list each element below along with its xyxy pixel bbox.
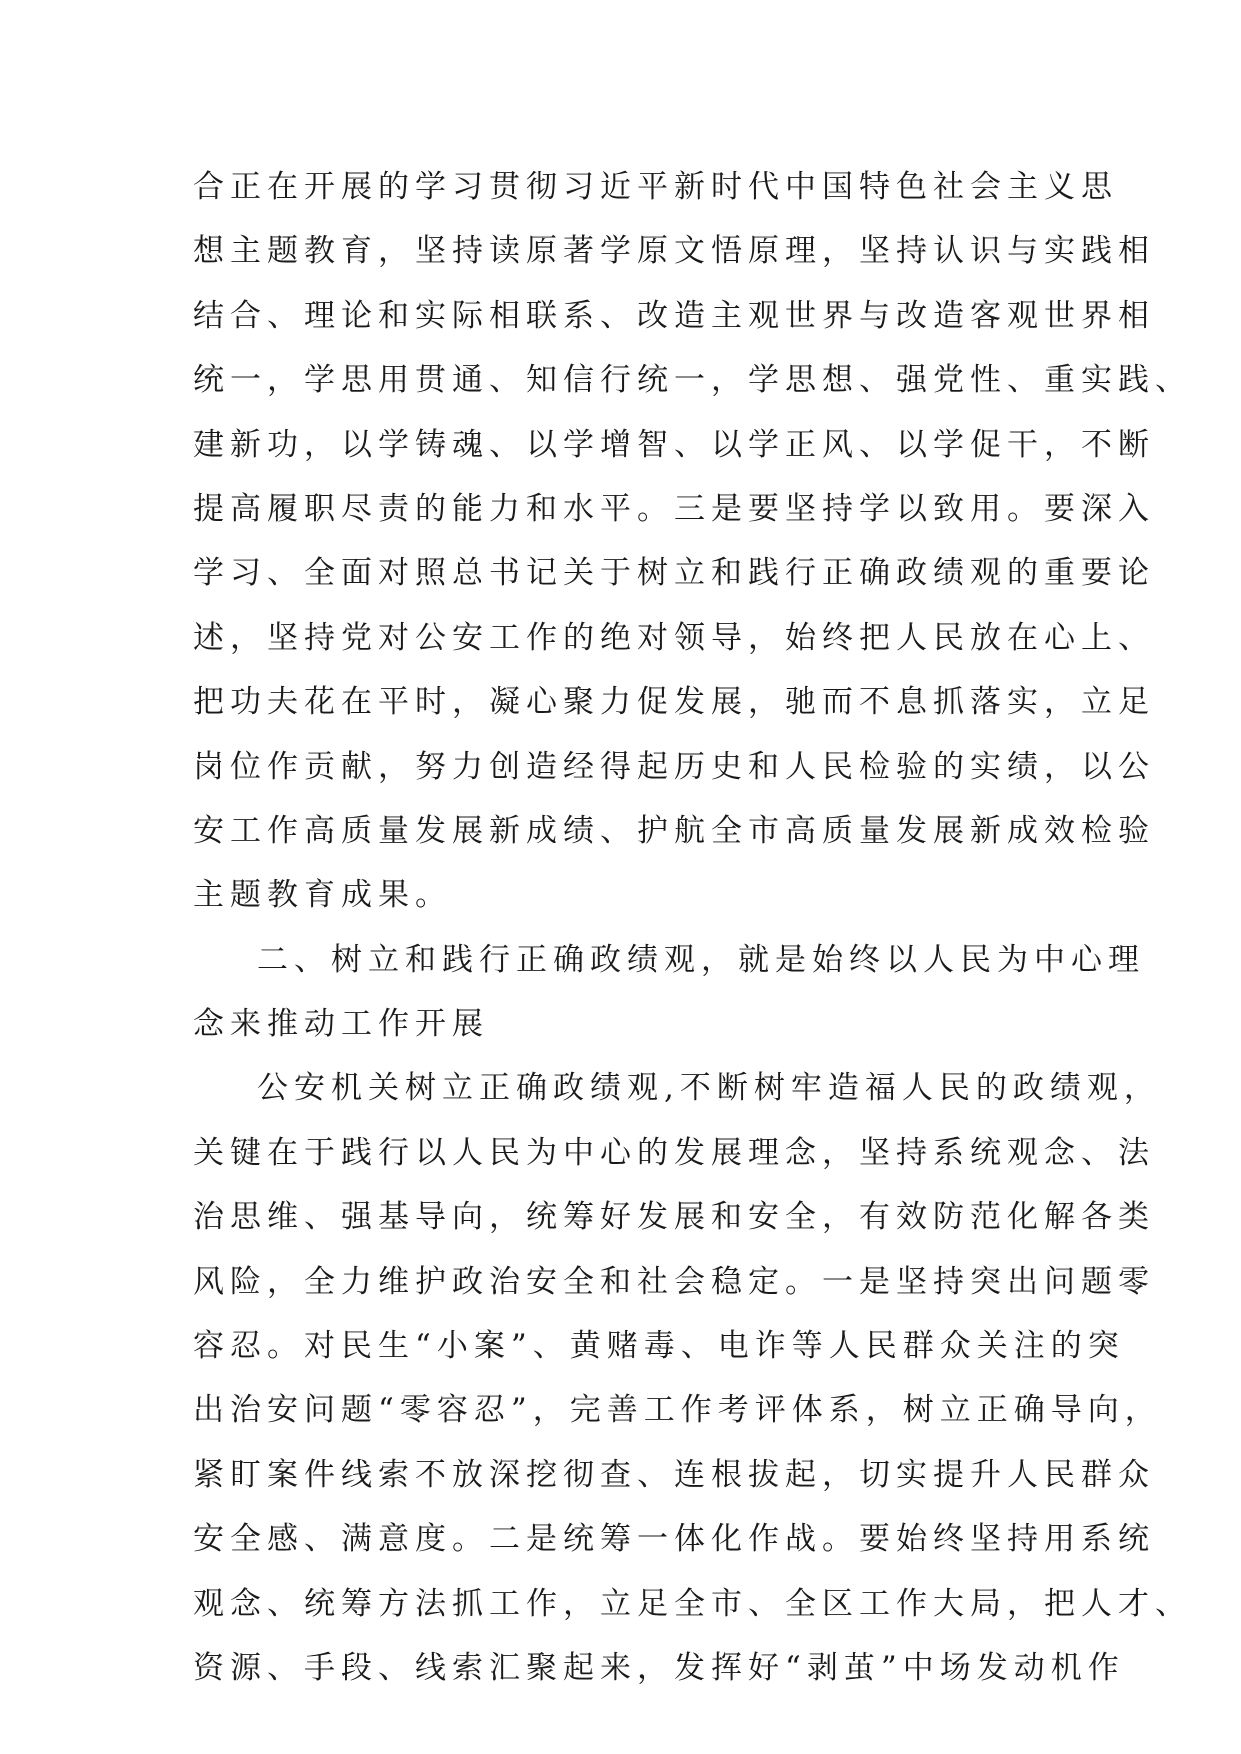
text-line: 统一，学思用贯通、知信行统一，学思想、强党性、重实践、 <box>193 362 1192 399</box>
text-line: 把功夫花在平时，凝心聚力促发展，驰而不息抓落实，立足 <box>193 684 1155 721</box>
text-line: 合正在开展的学习贯彻习近平新时代中国特色社会主义思 <box>193 169 1118 205</box>
text-line: 结合、理论和实际相联系、改造主观世界与改造客观世界相 <box>193 297 1155 334</box>
section-heading-line: 念来推动工作开展 <box>193 1006 489 1043</box>
text-line: 安工作高质量发展新成绩、护航全市高质量发展新成效检验 <box>193 812 1155 849</box>
section-heading-line: 二、树立和践行正确政绩观，就是始终以人民为中心理 <box>257 941 1145 978</box>
text-line: 主题教育成果。 <box>193 877 452 914</box>
text-line: 出治安问题“零容忍”，完善工作考评体系，树立正确导向， <box>193 1392 1162 1429</box>
text-line: 关键在于践行以人民为中心的发展理念，坚持系统观念、法 <box>193 1134 1155 1171</box>
text-line: 想主题教育，坚持读原著学原文悟原理，坚持认识与实践相 <box>193 233 1155 270</box>
text-line: 提高履职尽责的能力和水平。三是要坚持学以致用。要深入 <box>193 490 1155 527</box>
text-line: 容忍。对民生“小案”、黄赌毒、电诈等人民群众关注的突 <box>193 1328 1125 1365</box>
text-line: 学习、全面对照总书记关于树立和践行正确政绩观的重要论 <box>193 555 1155 592</box>
text-line: 公安机关树立正确政绩观,不断树牢造福人民的政绩观， <box>257 1070 1161 1107</box>
text-line: 紧盯案件线索不放深挖彻查、连根拔起，切实提升人民群众 <box>193 1456 1155 1493</box>
text-line: 述，坚持党对公安工作的绝对领导，始终把人民放在心上、 <box>193 619 1155 656</box>
text-line: 风险，全力维护政治安全和社会稳定。一是坚持突出问题零 <box>193 1263 1155 1300</box>
body-text <box>193 155 1192 1700</box>
text-line: 治思维、强基导向，统筹好发展和安全，有效防范化解各类 <box>193 1199 1155 1236</box>
text-line: 建新功，以学铸魂、以学增智、以学正风、以学促干，不断 <box>193 426 1155 463</box>
text-line: 岗位作贡献，努力创造经得起历史和人民检验的实绩，以公 <box>193 748 1155 785</box>
text-line: 观念、统筹方法抓工作，立足全市、全区工作大局，把人才、 <box>193 1585 1192 1622</box>
text-line: 安全感、满意度。二是统筹一体化作战。要始终坚持用系统 <box>193 1521 1155 1558</box>
text-line: 资源、手段、线索汇聚起来，发挥好“剥茧”中场发动机作 <box>193 1649 1125 1686</box>
